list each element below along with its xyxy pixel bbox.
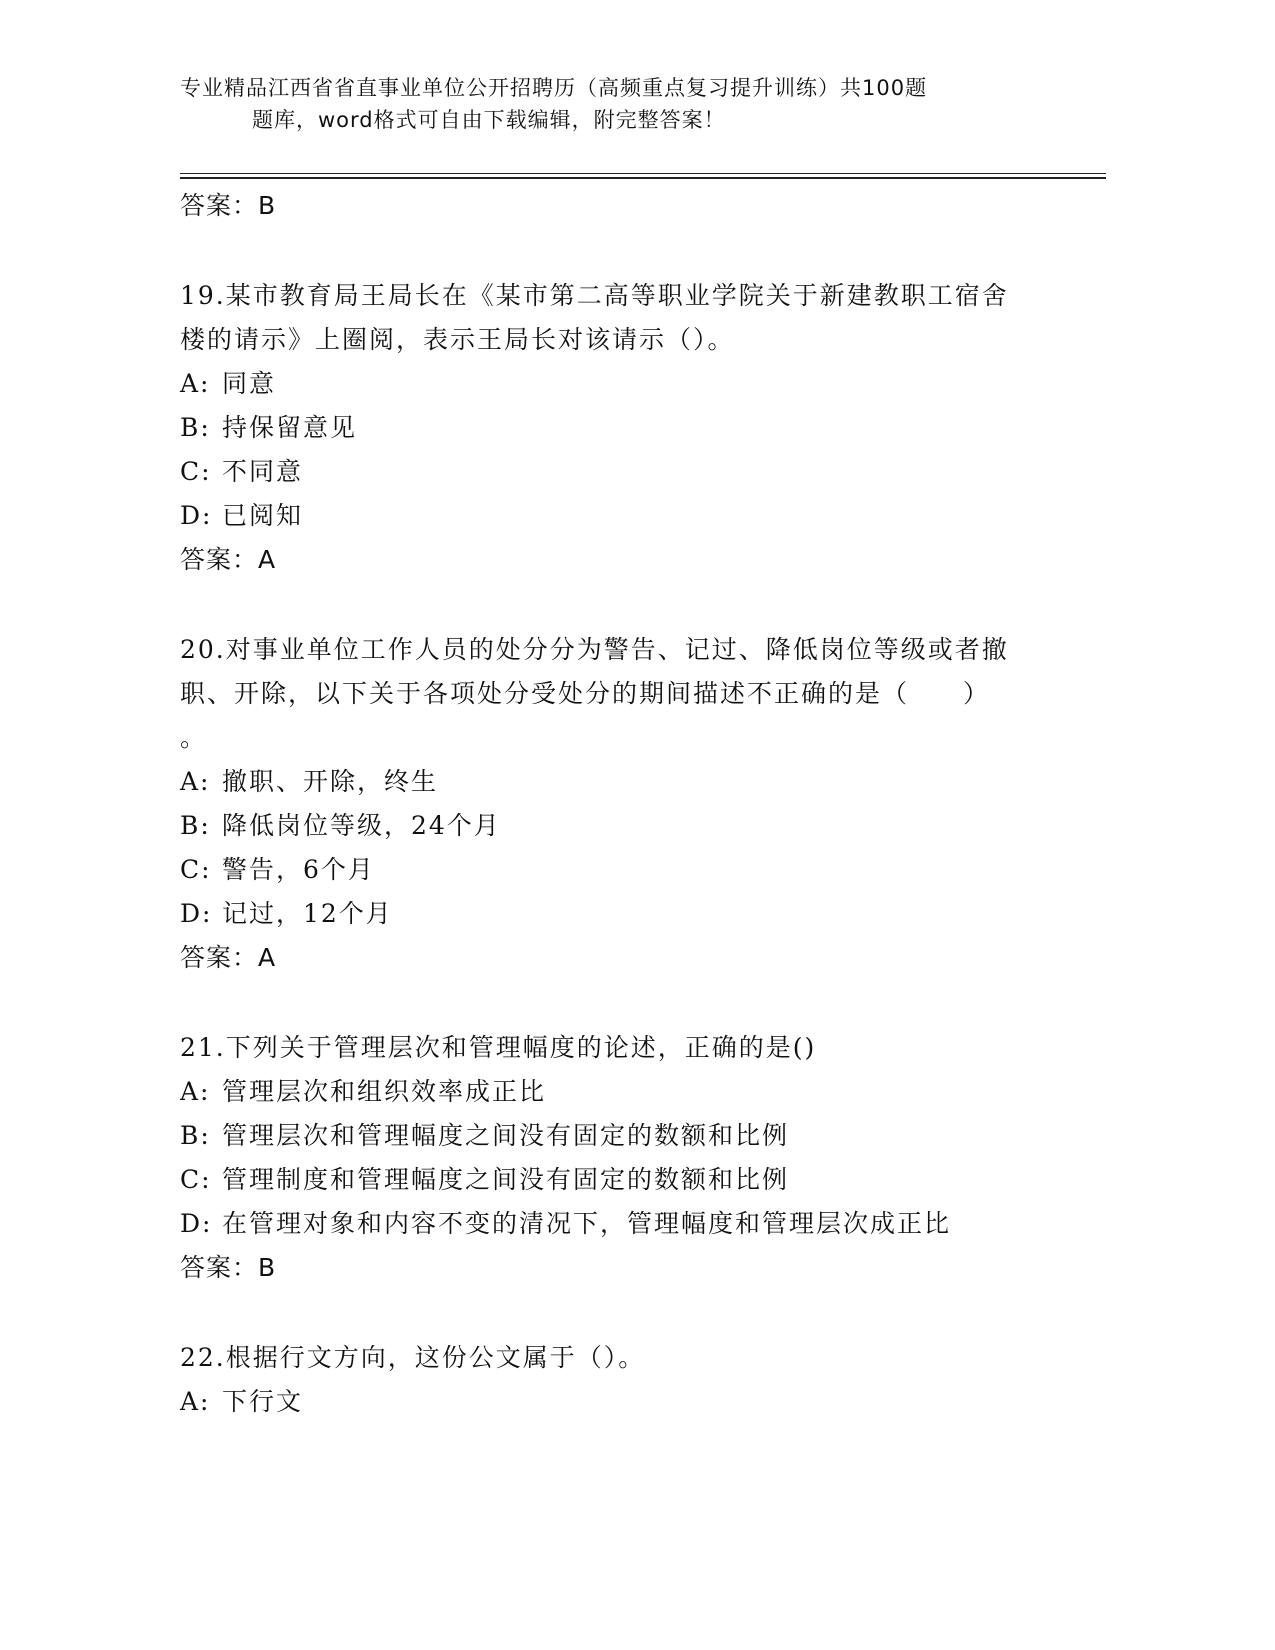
option-item [180,494,1050,538]
option-item [180,1202,1050,1246]
option-text: 已阅知 [222,501,304,530]
option-key: C: [180,855,212,884]
question-item [180,274,1050,582]
option-text: 记过，12个月 [222,899,393,928]
option-item [180,406,1050,450]
header-divider-thick [180,177,1106,179]
option-text: 降低岗位等级，24个月 [222,811,501,840]
option-key: C: [180,457,212,486]
option-text: 持保留意见 [222,413,358,442]
answer-line [180,538,1050,582]
answer-label: 答案： [180,545,259,574]
answer-label: 答案： [180,943,259,972]
question-list [180,184,1050,1424]
option-item [180,1114,1050,1158]
option-text: 下行文 [222,1387,304,1416]
option-text: 在管理对象和内容不变的清况下，管理幅度和管理层次成正比 [222,1209,952,1238]
option-item [180,892,1050,936]
option-item [180,1380,1050,1424]
option-key: A: [180,767,211,796]
option-text: 不同意 [222,457,304,486]
question-item [180,1026,1050,1290]
answer-label: 答案： [180,1253,259,1282]
option-key: A: [180,1387,211,1416]
header-line-1: 专业精品江西省省直事业单位公开招聘历（高频重点复习提升训练）共100题 [180,76,928,100]
option-text: 管理制度和管理幅度之间没有固定的数额和比例 [222,1165,790,1194]
option-key: B: [180,413,211,442]
option-item [180,804,1050,848]
option-item [180,760,1050,804]
question-item [180,1336,1050,1424]
question-stem-line: 19.某市教育局王局长在《某市第二高等职业学院关于新建教职工宿舍 [180,281,1009,310]
option-key: A: [180,369,211,398]
option-key: C: [180,1165,212,1194]
option-text: 同意 [222,369,277,398]
answer-line [180,936,1050,980]
option-key: B: [180,1121,211,1150]
header-line-2: 题库，word格式可自由下载编辑，附完整答案！ [252,108,726,132]
option-item [180,1070,1050,1114]
answer-line [180,1246,1050,1290]
option-key: D: [180,899,213,928]
document-header [180,72,1080,136]
answer-label: 答案： [180,191,259,220]
question-stem-line: 职、开除，以下关于各项处分受处分的期间描述不正确的是（ ） [180,679,991,708]
questions-container [180,274,1050,1424]
option-item [180,848,1050,892]
option-text: 管理层次和管理幅度之间没有固定的数额和比例 [222,1121,790,1150]
option-key: D: [180,1209,213,1238]
option-key: B: [180,811,211,840]
question-stem-line: 楼的请示》上圈阅，表示王局长对该请示（）。 [180,325,735,354]
question-stem-line: 20.对事业单位工作人员的处分分为警告、记过、降低岗位等级或者撤 [180,635,1009,664]
answer-value: A [258,545,277,574]
option-key: D: [180,501,213,530]
answer-value: A [258,943,277,972]
option-text: 撤职、开除，终生 [222,767,439,796]
question-stem-line: 。 [180,723,208,752]
question-item [180,628,1050,980]
option-key: A: [180,1077,211,1106]
answer-value: B [258,191,277,220]
header-divider-thin [180,173,1106,174]
option-text: 警告，6个月 [222,855,375,884]
question-stem-line: 22.根据行文方向，这份公文属于（）。 [180,1343,646,1372]
answer-value: B [258,1253,277,1282]
option-item [180,450,1050,494]
answer-line [180,184,1050,228]
option-item [180,1158,1050,1202]
option-item [180,362,1050,406]
question-stem-line: 21.下列关于管理层次和管理幅度的论述，正确的是() [180,1033,817,1062]
option-text: 管理层次和组织效率成正比 [222,1077,547,1106]
